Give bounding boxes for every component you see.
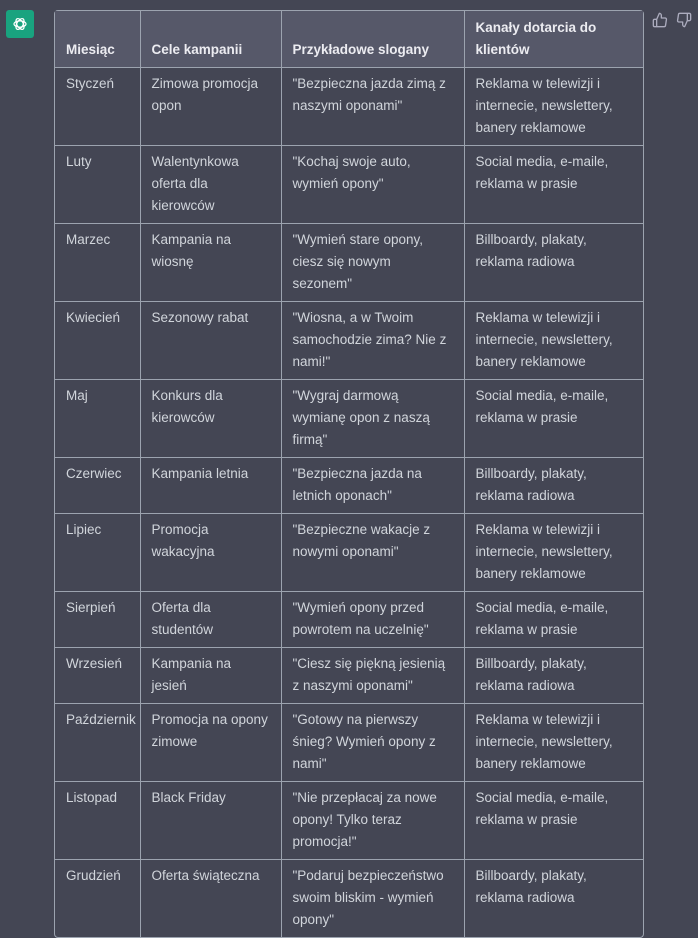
thumbs-up-icon[interactable] bbox=[652, 12, 668, 28]
table-row bbox=[55, 380, 643, 458]
table-cell: Wrzesień bbox=[55, 648, 140, 704]
table-cell: Reklama w telewizji i internecie, newslettery, banery reklamowe bbox=[464, 68, 643, 146]
table-cell: "Wygraj darmową wymianę opon z naszą firmą" bbox=[281, 380, 464, 458]
table-row bbox=[55, 146, 643, 224]
table-cell: Reklama w telewizji i internecie, newslettery, banery reklamowe bbox=[464, 302, 643, 380]
table-cell: Social media, e-maile, reklama w prasie bbox=[464, 380, 643, 458]
table-row bbox=[55, 458, 643, 514]
table-row bbox=[55, 704, 643, 782]
table-cell: Kampania na jesień bbox=[140, 648, 281, 704]
table-cell: Listopad bbox=[55, 782, 140, 860]
table-cell: "Wymień stare opony, ciesz się nowym sezonem" bbox=[281, 224, 464, 302]
campaign-table bbox=[55, 11, 643, 937]
table-row bbox=[55, 648, 643, 704]
table-cell: Social media, e-maile, reklama w prasie bbox=[464, 782, 643, 860]
table-cell: Kwiecień bbox=[55, 302, 140, 380]
table-row bbox=[55, 302, 643, 380]
table-row bbox=[55, 592, 643, 648]
table-header-row bbox=[55, 11, 643, 68]
column-header: Przykładowe slogany bbox=[281, 11, 464, 68]
table-cell: Billboardy, plakaty, reklama radiowa bbox=[464, 458, 643, 514]
table-cell: Oferta dla studentów bbox=[140, 592, 281, 648]
table-cell: Promocja na opony zimowe bbox=[140, 704, 281, 782]
table-header bbox=[55, 11, 643, 68]
table-cell: "Bezpieczna jazda zimą z naszymi oponami" bbox=[281, 68, 464, 146]
campaign-table-container bbox=[54, 10, 644, 938]
table-cell: Promocja wakacyjna bbox=[140, 514, 281, 592]
table-cell: Billboardy, plakaty, reklama radiowa bbox=[464, 224, 643, 302]
table-cell: Sezonowy rabat bbox=[140, 302, 281, 380]
table-cell: Social media, e-maile, reklama w prasie bbox=[464, 146, 643, 224]
table-cell: Grudzień bbox=[55, 860, 140, 938]
table-cell: "Wymień opony przed powrotem na uczelnię" bbox=[281, 592, 464, 648]
table-cell: Sierpień bbox=[55, 592, 140, 648]
table-cell: "Nie przepłacaj za nowe opony! Tylko teraz promocja!" bbox=[281, 782, 464, 860]
column-header: Cele kampanii bbox=[140, 11, 281, 68]
column-header: Miesiąc bbox=[55, 11, 140, 68]
table-cell: Reklama w telewizji i internecie, newslettery, banery reklamowe bbox=[464, 514, 643, 592]
table-cell: Październik bbox=[55, 704, 140, 782]
table-cell: Styczeń bbox=[55, 68, 140, 146]
table-row bbox=[55, 860, 643, 938]
table-cell: Social media, e-maile, reklama w prasie bbox=[464, 592, 643, 648]
table-row bbox=[55, 68, 643, 146]
table-cell: "Kochaj swoje auto, wymień opony" bbox=[281, 146, 464, 224]
table-cell: Kampania na wiosnę bbox=[140, 224, 281, 302]
thumbs-down-icon[interactable] bbox=[676, 12, 692, 28]
openai-logo-icon bbox=[11, 15, 29, 33]
table-row bbox=[55, 782, 643, 860]
table-cell: Zimowa promocja opon bbox=[140, 68, 281, 146]
table-cell: "Bezpieczna jazda na letnich oponach" bbox=[281, 458, 464, 514]
feedback-buttons bbox=[652, 12, 692, 28]
table-body bbox=[55, 68, 643, 938]
table-cell: Konkurs dla kierowców bbox=[140, 380, 281, 458]
table-cell: Oferta świąteczna bbox=[140, 860, 281, 938]
table-cell: "Podaruj bezpieczeństwo swoim bliskim - wymień opony" bbox=[281, 860, 464, 938]
table-cell: Maj bbox=[55, 380, 140, 458]
table-cell: Luty bbox=[55, 146, 140, 224]
table-cell: Reklama w telewizji i internecie, newslettery, banery reklamowe bbox=[464, 704, 643, 782]
table-cell: Billboardy, plakaty, reklama radiowa bbox=[464, 860, 643, 938]
table-cell: Lipiec bbox=[55, 514, 140, 592]
table-cell: Czerwiec bbox=[55, 458, 140, 514]
column-header: Kanały dotarcia do klientów bbox=[475, 20, 597, 57]
table-row bbox=[55, 514, 643, 592]
table-cell: "Bezpieczne wakacje z nowymi oponami" bbox=[281, 514, 464, 592]
table-cell: Walentynkowa oferta dla kierowców bbox=[140, 146, 281, 224]
table-cell: Marzec bbox=[55, 224, 140, 302]
assistant-avatar bbox=[6, 10, 34, 38]
table-row bbox=[55, 224, 643, 302]
table-cell: Kampania letnia bbox=[140, 458, 281, 514]
table-cell: "Ciesz się piękną jesienią z naszymi oponami" bbox=[281, 648, 464, 704]
table-cell: "Gotowy na pierwszy śnieg? Wymień opony z nami" bbox=[281, 704, 464, 782]
table-cell: Billboardy, plakaty, reklama radiowa bbox=[464, 648, 643, 704]
table-cell: "Wiosna, a w Twoim samochodzie zima? Nie z nami!" bbox=[281, 302, 464, 380]
table-cell: Black Friday bbox=[140, 782, 281, 860]
